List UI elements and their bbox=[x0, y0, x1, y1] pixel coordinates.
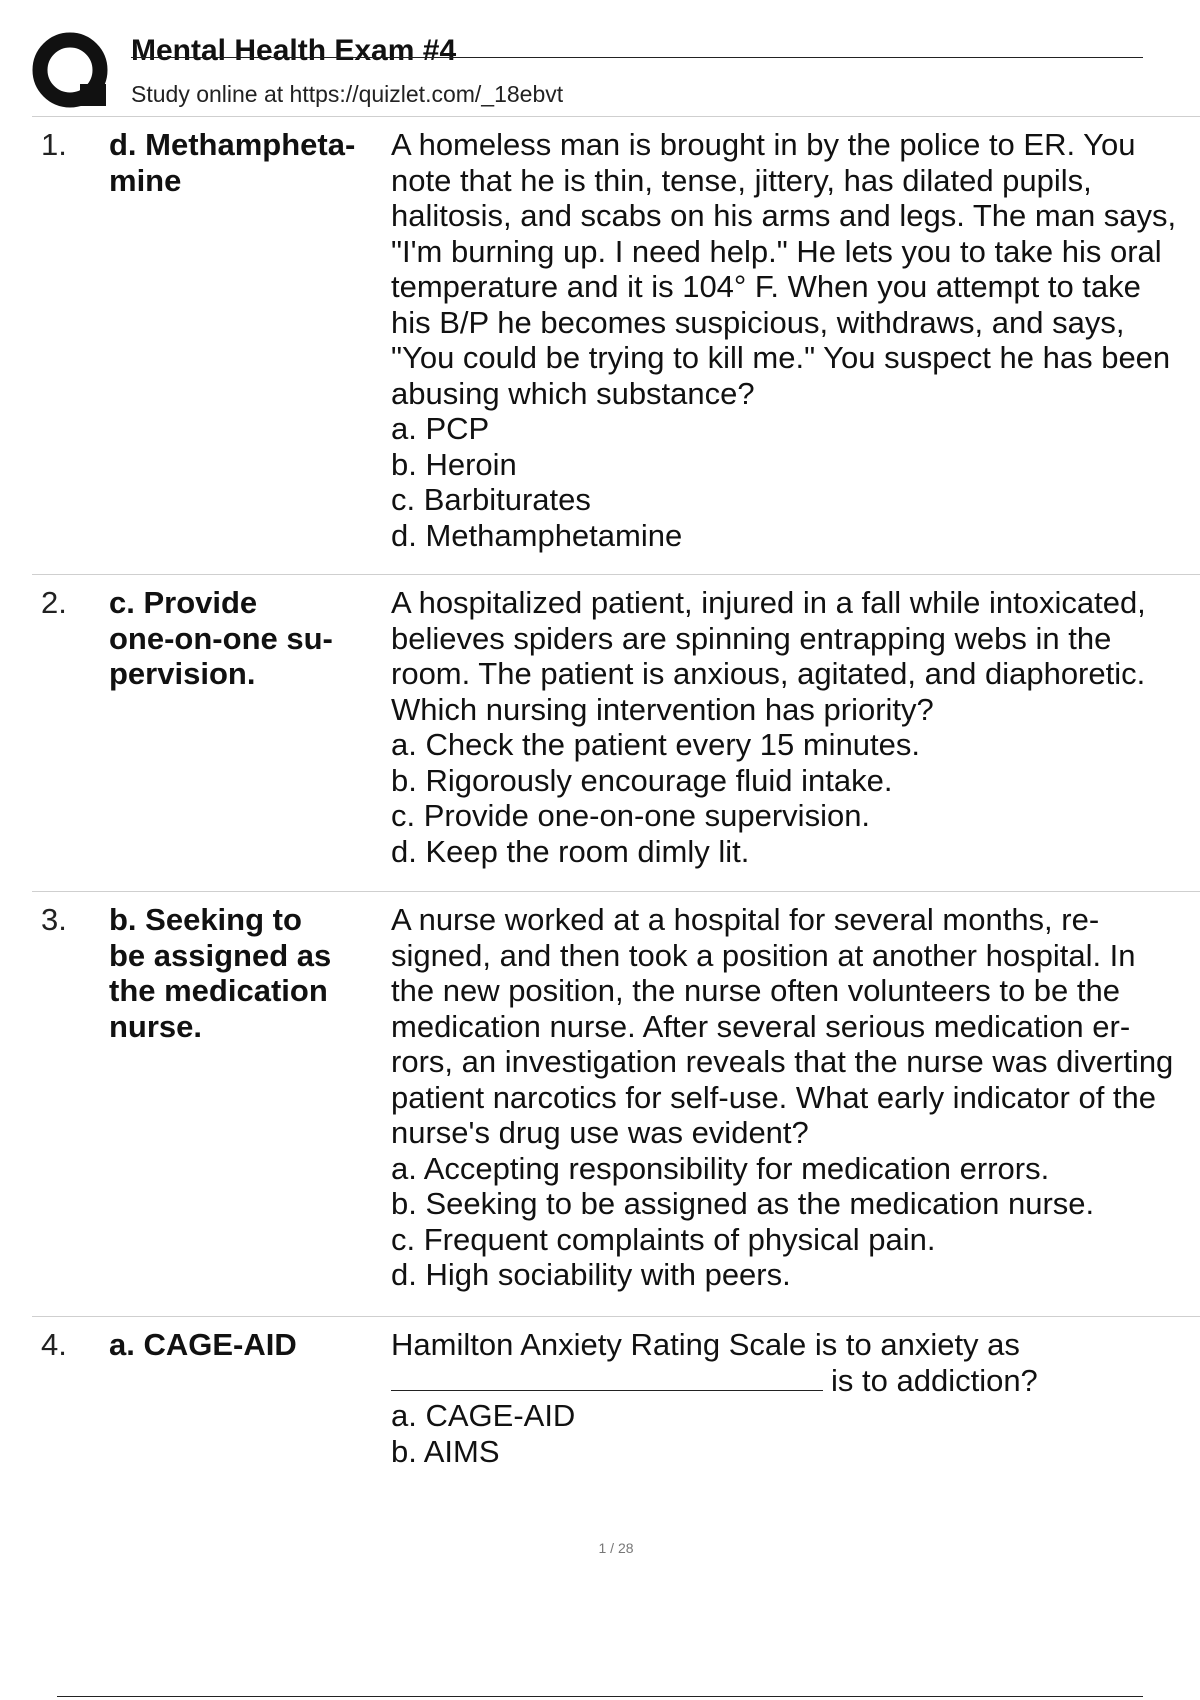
option-a: a. Accepting responsibility for medication errors. bbox=[391, 1150, 1050, 1186]
flashcard-4 bbox=[32, 1317, 1200, 1491]
card-number: 2. bbox=[41, 585, 67, 620]
answer-line: nurse. bbox=[109, 1008, 203, 1044]
question-line-with-blank bbox=[391, 1363, 1191, 1399]
question-line: rors, an investigation reveals that the nurse was diverting bbox=[391, 1044, 1174, 1079]
option-d: d. Methamphetamine bbox=[391, 517, 683, 553]
card-answer bbox=[109, 1327, 391, 1363]
answer-line: one-on-one su- bbox=[109, 620, 333, 656]
answer-line: the medication bbox=[109, 973, 328, 1008]
card-number: 3. bbox=[41, 902, 67, 937]
answer-line: b. Seeking to bbox=[109, 902, 302, 937]
page-title: Mental Health Exam #4 bbox=[131, 34, 457, 67]
answer-line: be assigned as bbox=[109, 937, 332, 973]
question-line: his B/P he becomes suspicious, withdraws, and says, bbox=[391, 304, 1125, 340]
question-line: halitosis, and scabs on his arms and legs. The man says, bbox=[391, 198, 1177, 233]
card-question bbox=[391, 127, 1191, 575]
question-line: note that he is thin, tense, jittery, has dilated pupils, bbox=[391, 162, 1092, 198]
option-b: b. Heroin bbox=[391, 446, 517, 482]
card-number: 4. bbox=[41, 1327, 67, 1362]
option-d: d. Keep the room dimly lit. bbox=[391, 833, 750, 869]
answer-line: mine bbox=[109, 162, 182, 198]
option-a: a. CAGE-AID bbox=[391, 1398, 576, 1433]
question-line: the new position, the nurse often volunteers to be the bbox=[391, 973, 1120, 1008]
study-online-link-text: Study online at https://quizlet.com/_18ebvt bbox=[131, 81, 564, 107]
question-line: Which nursing intervention has priority? bbox=[391, 691, 934, 727]
fill-in-blank bbox=[391, 1364, 823, 1391]
question-line: medication nurse. After several serious medication er- bbox=[391, 1008, 1131, 1044]
footer-divider bbox=[57, 1696, 1143, 1697]
question-line: patient narcotics for self-use. What early indicator of the bbox=[391, 1079, 1157, 1115]
page-header bbox=[0, 0, 1200, 118]
option-c: c. Provide one-on-one supervision. bbox=[391, 798, 871, 833]
question-line: "You could be trying to kill me." You suspect he has been bbox=[391, 340, 1171, 375]
card-answer bbox=[109, 902, 391, 1044]
card-question bbox=[391, 585, 1191, 891]
question-line: signed, and then took a position at another hospital. In bbox=[391, 937, 1136, 973]
option-c: c. Barbiturates bbox=[391, 482, 591, 517]
question-line: room. The patient is anxious, agitated, and diaphoretic. bbox=[391, 656, 1146, 691]
option-a: a. Check the patient every 15 minutes. bbox=[391, 727, 921, 762]
answer-line: c. Provide bbox=[109, 585, 258, 620]
question-line: A nurse worked at a hospital for several months, re- bbox=[391, 902, 1100, 937]
answer-line: d. Methampheta- bbox=[109, 127, 356, 162]
flashcard-3 bbox=[32, 892, 1200, 1317]
option-b: b. AIMS bbox=[391, 1433, 500, 1469]
card-question bbox=[391, 1327, 1191, 1491]
question-line: believes spiders are spinning entrapping webs in the bbox=[391, 620, 1112, 656]
question-line: A hospitalized patient, injured in a fall while intoxicated, bbox=[391, 585, 1146, 620]
flashcard-list bbox=[0, 117, 1200, 1491]
title-underline bbox=[131, 57, 1143, 58]
question-line: "I'm burning up. I need help." He lets you to take his oral bbox=[391, 233, 1162, 269]
option-a: a. PCP bbox=[391, 411, 490, 446]
card-answer bbox=[109, 585, 391, 692]
page-indicator: 1 / 28 bbox=[598, 1540, 634, 1556]
question-line: abusing which substance? bbox=[391, 375, 755, 411]
card-question bbox=[391, 902, 1191, 1315]
flashcard-2 bbox=[32, 575, 1200, 892]
quizlet-q-logo-icon bbox=[32, 32, 112, 112]
option-c: c. Frequent complaints of physical pain. bbox=[391, 1221, 936, 1257]
question-line-suffix: is to addiction? bbox=[831, 1362, 1038, 1398]
flashcard-1 bbox=[32, 117, 1200, 575]
option-b: b. Rigorously encourage fluid intake. bbox=[391, 762, 893, 798]
question-line: temperature and it is 104° F. When you attempt to take bbox=[391, 269, 1141, 304]
option-d: d. High sociability with peers. bbox=[391, 1257, 791, 1292]
answer-line: a. CAGE-AID bbox=[109, 1327, 297, 1362]
answer-line: pervision. bbox=[109, 656, 256, 691]
question-line: Hamilton Anxiety Rating Scale is to anxiety as bbox=[391, 1327, 1020, 1362]
card-number: 1. bbox=[41, 127, 67, 162]
option-b: b. Seeking to be assigned as the medication nurse. bbox=[391, 1186, 1095, 1221]
question-line: nurse's drug use was evident? bbox=[391, 1115, 809, 1150]
card-answer bbox=[109, 127, 391, 198]
question-line: A homeless man is brought in by the police to ER. You bbox=[391, 127, 1136, 162]
